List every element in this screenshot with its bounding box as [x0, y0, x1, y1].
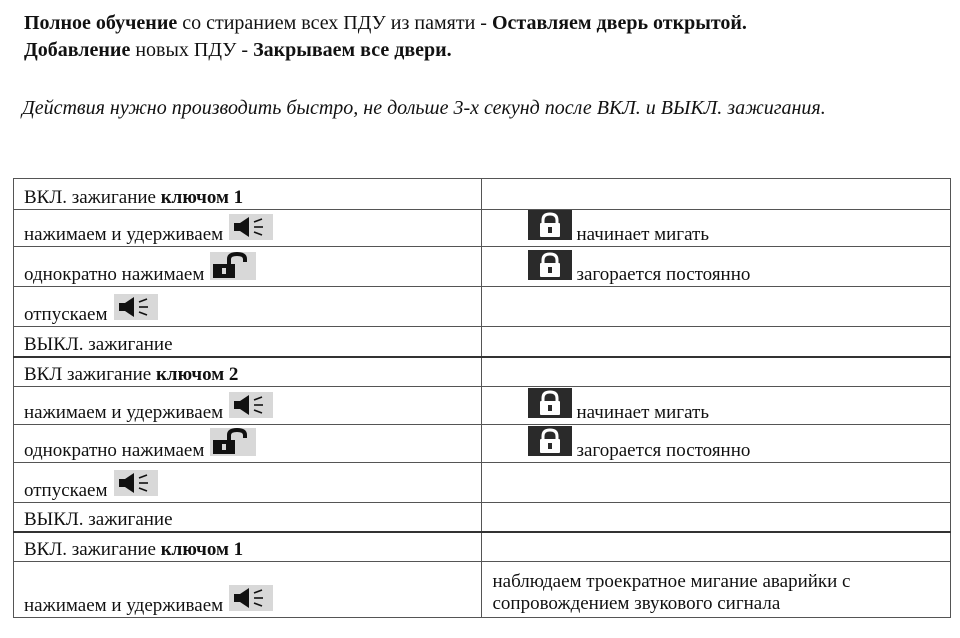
step-key-label: ключом 1 [160, 187, 244, 208]
step-action-text: однократно нажимаем [24, 264, 205, 285]
unlock-icon [210, 252, 256, 286]
horn-icon [229, 214, 273, 246]
intro-text [24, 10, 944, 64]
step-result-cell [482, 247, 951, 287]
step-action-cell [14, 287, 482, 327]
step-action-cell [14, 463, 482, 503]
table-row [14, 357, 951, 387]
horn-icon [229, 392, 273, 424]
step-result-text: начинает мигать [576, 224, 710, 245]
step-action-cell [14, 247, 482, 287]
step-key-label: ключом 1 [160, 539, 244, 560]
step-action-text: отпускаем [24, 304, 108, 325]
step-result-cell [482, 503, 951, 532]
step-action-text: однократно нажимаем [24, 440, 205, 461]
step-action-text: ВКЛ. зажигание [24, 539, 161, 560]
intro-bold-close-doors: Закрываем все двери. [253, 39, 452, 61]
step-result-cell [482, 463, 951, 503]
step-result-cell [482, 425, 951, 463]
step-action-text: ВКЛ. зажигание [24, 187, 161, 208]
table-row [14, 463, 951, 503]
step-result-cell [482, 562, 951, 618]
step-result-cell [482, 179, 951, 210]
intro-text-new-remotes: новых ПДУ - [130, 39, 254, 61]
intro-bold-leave-door-open: Оставляем дверь открытой. [491, 12, 747, 34]
step-action-cell [14, 357, 482, 387]
table-row [14, 287, 951, 327]
table-row [14, 387, 951, 425]
unlock-icon [210, 428, 256, 462]
step-result-text: загорается постоянно [576, 264, 751, 285]
table-row [14, 247, 951, 287]
step-action-cell [14, 532, 482, 562]
step-result-cell [482, 532, 951, 562]
lock-icon [528, 388, 572, 424]
intro-text-erase: со стиранием всех ПДУ из памяти - [177, 12, 492, 34]
lock-icon [528, 210, 572, 246]
step-action-text: нажимаем и удерживаем [24, 402, 224, 423]
intro-line-full-training [24, 10, 944, 37]
step-action-text: нажимаем и удерживаем [24, 224, 224, 245]
step-result-cell [482, 210, 951, 247]
step-result-text: загорается постоянно [576, 440, 751, 461]
lock-icon [528, 250, 572, 286]
intro-line-add [24, 37, 944, 64]
step-action-cell [14, 179, 482, 210]
step-result-text: наблюдаем троекратное мигание аварийки с сопровождением звукового сигнала [492, 571, 851, 614]
table-row [14, 425, 951, 463]
horn-icon [114, 294, 158, 326]
step-action-text: отпускаем [24, 480, 108, 501]
table-row [14, 210, 951, 247]
table-row [14, 532, 951, 562]
step-result-text: начинает мигать [576, 402, 710, 423]
table-row [14, 327, 951, 357]
step-result-cell [482, 387, 951, 425]
step-action-cell [14, 425, 482, 463]
step-action-text: ВЫКЛ. зажигание [24, 508, 173, 530]
step-result-cell [482, 327, 951, 357]
step-result-cell [482, 357, 951, 387]
table-row [14, 562, 951, 618]
step-action-text: ВКЛ зажигание [24, 364, 156, 385]
step-action-cell [14, 210, 482, 247]
step-result-cell [482, 287, 951, 327]
lock-icon [528, 426, 572, 462]
step-action-cell [14, 387, 482, 425]
step-action-cell [14, 327, 482, 357]
step-action-text: ВЫКЛ. зажигание [24, 333, 173, 355]
table-row [14, 179, 951, 210]
horn-icon [114, 470, 158, 502]
step-action-text: нажимаем и удерживаем [24, 595, 224, 616]
step-action-cell [14, 562, 482, 618]
step-action-cell [14, 503, 482, 532]
steps-table [13, 178, 951, 618]
horn-icon [229, 585, 273, 617]
step-key-label: ключом 2 [155, 364, 239, 385]
table-row [14, 503, 951, 532]
intro-bold-add: Добавление [24, 39, 131, 61]
note-italic: Действия нужно производить быстро, не дольше 3-х секунд после ВКЛ. и ВЫКЛ. зажигания. [22, 97, 826, 119]
intro-bold-full-training: Полное обучение [24, 12, 178, 34]
